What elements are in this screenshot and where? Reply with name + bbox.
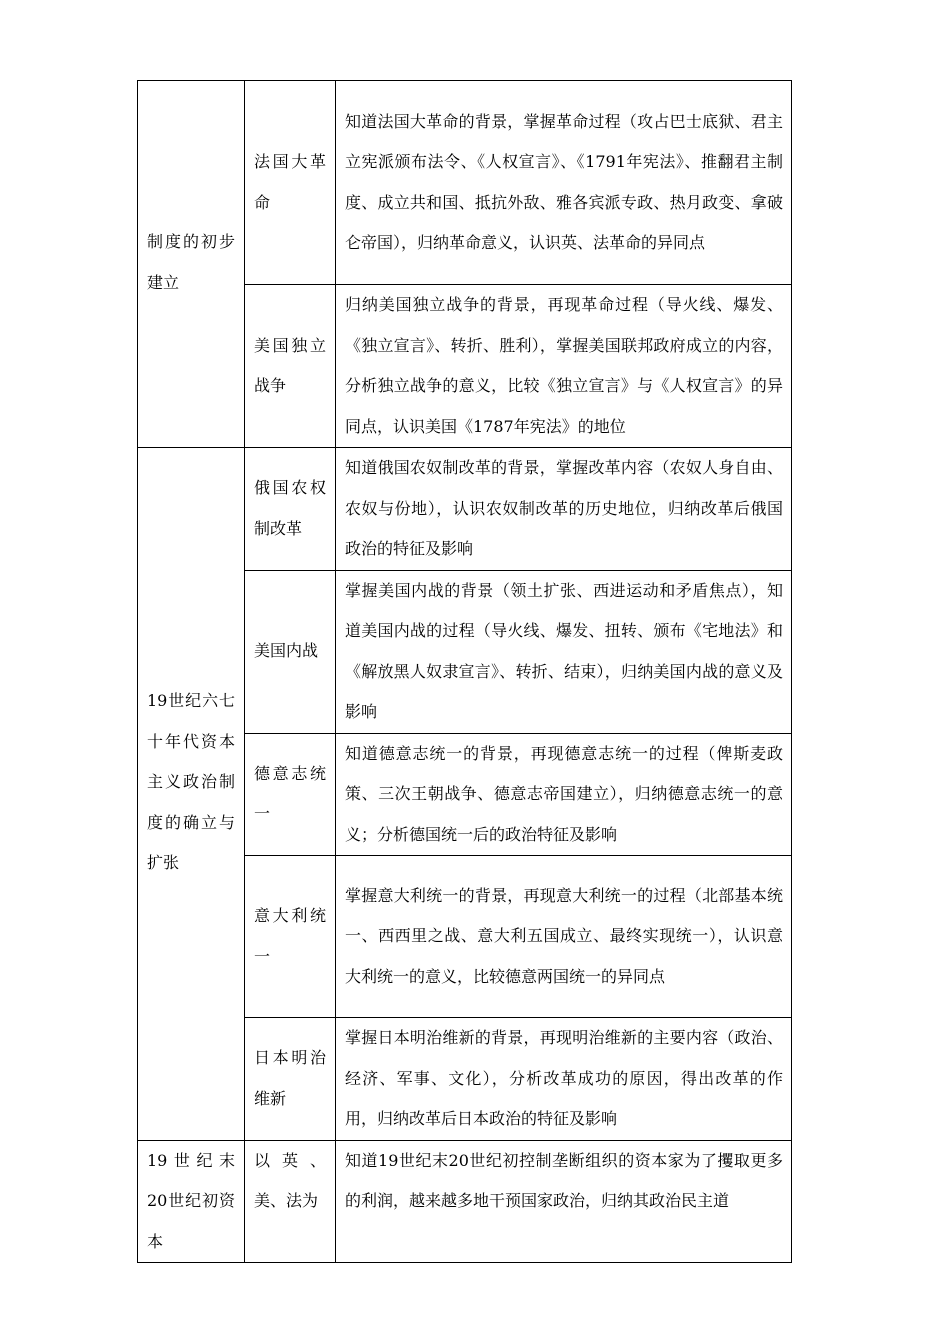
content-cell: 知道19世纪末20世纪初控制垄断组织的资本家为了攫取更多的利润，越来越多地干预国家政治，归纳其政治民主道 — [336, 1140, 792, 1263]
topic-cell: 日本明治维新 — [245, 1018, 336, 1141]
stage-cell: 制度的初步建立 — [138, 81, 245, 448]
table-row — [138, 1140, 792, 1263]
table-row — [138, 448, 792, 571]
topic-cell: 美国独立战争 — [245, 285, 336, 448]
topic-cell: 法国大革命 — [245, 81, 336, 285]
topic-cell: 俄国农权制改革 — [245, 448, 336, 571]
topic-cell: 美国内战 — [245, 570, 336, 733]
topic-cell: 德意志统一 — [245, 733, 336, 856]
content-cell: 知道德意志统一的背景，再现德意志统一的过程（俾斯麦政策、三次王朝战争、德意志帝国建立），归纳德意志统一的意义；分析德国统一后的政治特征及影响 — [336, 733, 792, 856]
content-cell: 归纳美国独立战争的背景，再现革命过程（导火线、爆发、《独立宣言》、转折、胜利），掌握美国联邦政府成立的内容，分析独立战争的意义，比较《独立宣言》与《人权宣言》的异同点，认识美国《1787年宪法》的地位 — [336, 285, 792, 448]
curriculum-table — [137, 80, 792, 1263]
content-cell: 知道俄国农奴制改革的背景，掌握改革内容（农奴人身自由、农奴与份地），认识农奴制改革的历史地位，归纳改革后俄国政治的特征及影响 — [336, 448, 792, 571]
stage-cell: 19世纪六七十年代资本主义政治制度的确立与扩张 — [138, 448, 245, 1141]
content-cell: 掌握意大利统一的背景，再现意大利统一的过程（北部基本统一、西西里之战、意大利五国成立、最终实现统一），认识意大利统一的意义，比较德意两国统一的异同点 — [336, 856, 792, 1018]
table-row — [138, 81, 792, 285]
content-cell: 掌握美国内战的背景（领土扩张、西进运动和矛盾焦点），知道美国内战的过程（导火线、爆发、扭转、颁布《宅地法》和《解放黑人奴隶宣言》、转折、结束），归纳美国内战的意义及影响 — [336, 570, 792, 733]
topic-cell: 意大利统一 — [245, 856, 336, 1018]
stage-cell: 19世纪末20世纪初资本 — [138, 1140, 245, 1263]
content-cell: 知道法国大革命的背景，掌握革命过程（攻占巴士底狱、君主立宪派颁布法令、《人权宣言》、《1791年宪法》、推翻君主制度、成立共和国、抵抗外敌、雅各宾派专政、热月政变、拿破仑帝国），归纳革命意义，认识英、法革命的异同点 — [336, 81, 792, 285]
topic-cell: 以英、美、法为 — [245, 1140, 336, 1263]
content-cell: 掌握日本明治维新的背景，再现明治维新的主要内容（政治、经济、军事、文化），分析改革成功的原因，得出改革的作用，归纳改革后日本政治的特征及影响 — [336, 1018, 792, 1141]
